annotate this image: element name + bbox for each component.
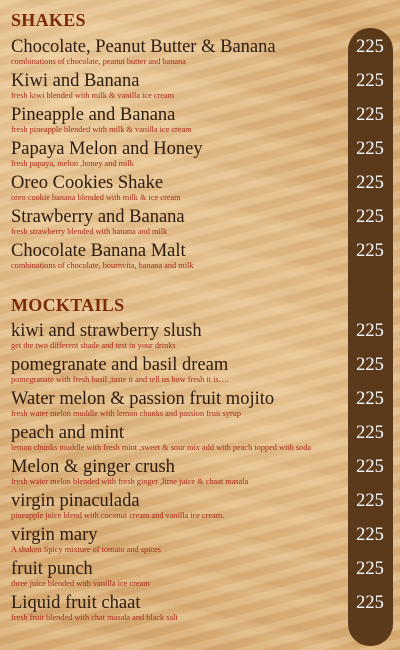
menu-item (0, 36, 400, 70)
item-description: get the two different shade and test in your drinks (11, 341, 176, 350)
menu-item (0, 524, 400, 558)
item-description: pomegranate with fresh basil ,taste it and tell us how fresh it is…. (11, 375, 229, 384)
item-price: 225 (356, 173, 384, 193)
item-price: 225 (356, 321, 384, 341)
item-name: virgin pinaculada (11, 491, 140, 511)
item-description: fresh kiwi blended with milk & vanilla ice cream (11, 91, 175, 100)
item-name: Chocolate Banana Malt (11, 241, 186, 261)
menu-item (0, 592, 400, 626)
item-price: 225 (356, 593, 384, 613)
section-title-mocktails: MOCKTAILS (11, 295, 125, 315)
menu-item (0, 172, 400, 206)
menu-item (0, 206, 400, 240)
item-name: fruit punch (11, 559, 93, 579)
item-description: A shaken Spicy mixture of tomato and spices (11, 545, 162, 554)
item-name: Strawberry and Banana (11, 207, 185, 227)
item-name: kiwi and strawberry slush (11, 321, 202, 341)
item-description: three juice blended with vanilla ice cream (11, 579, 150, 588)
section-title-shakes: SHAKES (11, 10, 86, 30)
item-price: 225 (356, 457, 384, 477)
item-price: 225 (356, 491, 384, 511)
item-price: 225 (356, 559, 384, 579)
item-description: oreo cookie banana blended with milk & ice cream (11, 193, 181, 202)
item-description: fresh fruit blended with chat masala and black salt (11, 613, 178, 622)
item-name: peach and mint (11, 423, 125, 443)
item-name: Papaya Melon and Honey (11, 139, 203, 159)
item-name: Water melon & passion fruit mojito (11, 389, 275, 409)
menu-item (0, 70, 400, 104)
item-description: fresh strawberry blended with banana and milk (11, 227, 168, 236)
item-name: Liquid fruit chaat (11, 593, 141, 613)
item-price: 225 (356, 389, 384, 409)
item-description: fresh water melon muddle with lemon chunks and passion fruit syrup (11, 409, 241, 418)
item-description: fresh pineapple blended with milk & vanilla ice cream (11, 125, 192, 134)
menu-item (0, 320, 400, 354)
item-name: Melon & ginger crush (11, 457, 175, 477)
menu-item (0, 354, 400, 388)
item-price: 225 (356, 525, 384, 545)
menu-item (0, 138, 400, 172)
item-description: fresh papaya, melon ,honey and milk (11, 159, 134, 168)
item-description: fresh water melon blended with fresh ginger ,lime juice & chaat masala (11, 477, 249, 486)
item-price: 225 (356, 207, 384, 227)
menu-item (0, 558, 400, 592)
item-description: combinations of chocolate, bournvita, banana and milk (11, 261, 194, 270)
menu-item (0, 240, 400, 274)
item-price: 225 (356, 139, 384, 159)
item-name: Chocolate, Peanut Butter & Banana (11, 37, 276, 57)
menu-item (0, 104, 400, 138)
item-description: pineapple juice blend with coconut cream and vanilla ice cream. (11, 511, 225, 520)
item-name: Pineapple and Banana (11, 105, 176, 125)
item-description: combinations of chocolate, peanut butter and banana (11, 57, 186, 66)
menu-item (0, 490, 400, 524)
item-name: Kiwi and Banana (11, 71, 140, 91)
item-name: pomegranate and basil dream (11, 355, 229, 375)
item-name: virgin mary (11, 525, 98, 545)
menu-item (0, 422, 400, 456)
menu-item (0, 456, 400, 490)
item-price: 225 (356, 241, 384, 261)
item-description: lemon chunks muddle with fresh mint ,sweet & sour mix add with peach topped with soda (11, 443, 312, 452)
menu-item (0, 388, 400, 422)
item-price: 225 (356, 105, 384, 125)
item-price: 225 (356, 423, 384, 443)
item-name: Oreo Cookies Shake (11, 173, 164, 193)
item-price: 225 (356, 37, 384, 57)
item-price: 225 (356, 355, 384, 375)
item-price: 225 (356, 71, 384, 91)
